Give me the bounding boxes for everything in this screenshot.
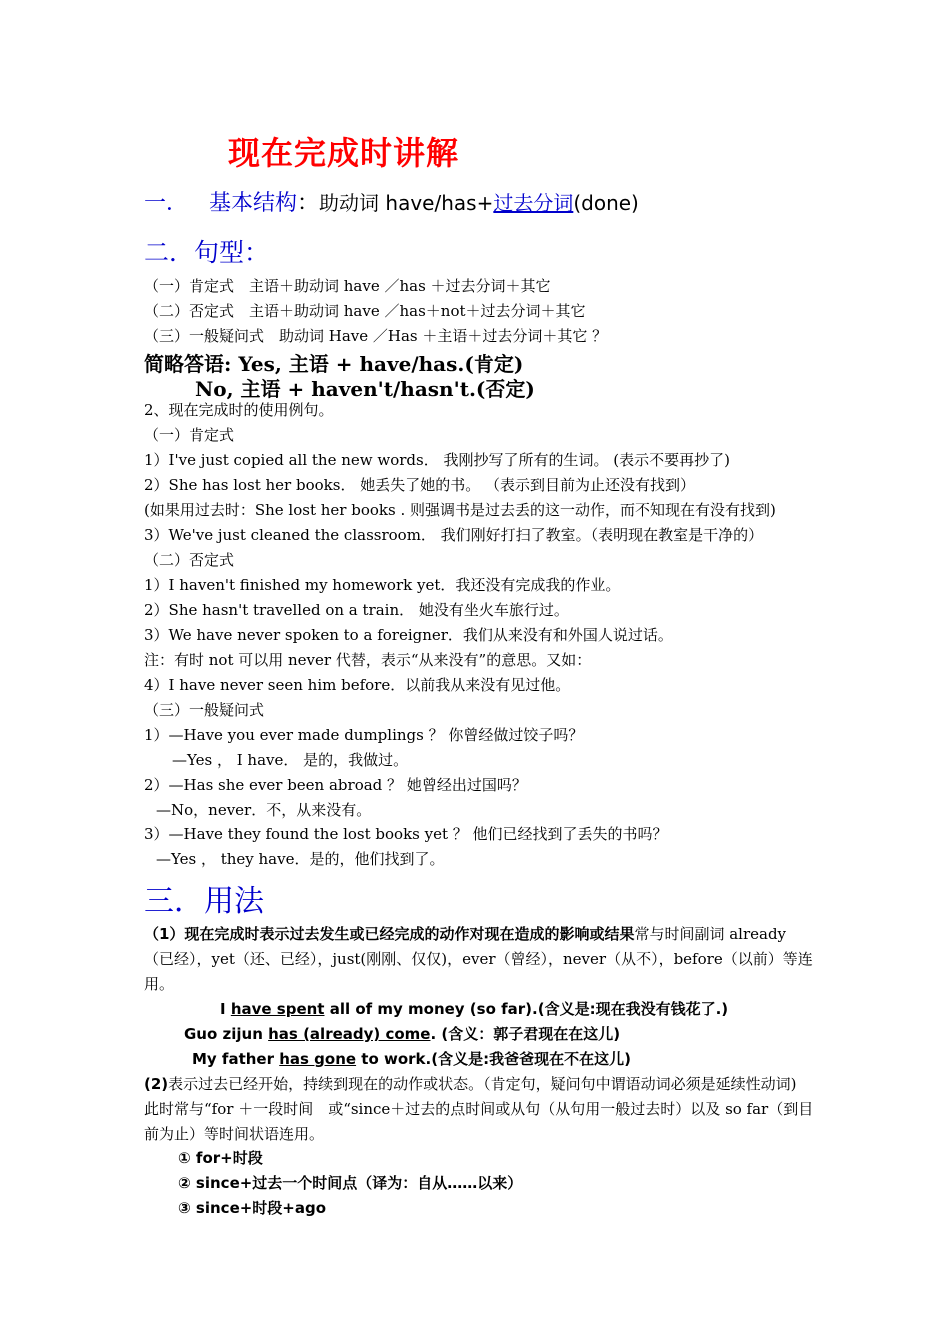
section-1-tail: (done) — [573, 191, 639, 215]
example-line: (如果用过去时：She lost her books . 则强调书是过去丢的这一动作，而不知现在有没有找到) — [144, 501, 776, 519]
usage-example-2-b: . (含义：郭子君现在在这儿) — [430, 1025, 621, 1043]
usage-1-text: 常与时间副词 already（已经），yet（还、已经），just(刚刚、仅仅)，ever（曾经），never（从不），before（以前）等连用。 — [144, 925, 813, 993]
usage-item-for: ① for+时段 — [178, 1149, 263, 1167]
example-line: 注：有时 not 可以用 never 代替，表示“从来没有”的意思。又如： — [144, 651, 592, 669]
example-line: 2）—Has she ever been abroad ？ 她曾经出过国吗？ — [144, 776, 527, 794]
usage-example-2-a: Guo zijun — [184, 1025, 269, 1043]
example-line: 1）—Have you ever made dumplings ？ 你曾经做过饺子吗？ — [144, 726, 584, 744]
usage-item-since-ago: ③ since+时段+ago — [178, 1199, 327, 1217]
short-answer-yes: 简略答语: Yes, 主语 + have/has.(肯定) — [144, 352, 524, 376]
usage-example-3-verb: has gone — [279, 1050, 357, 1068]
example-line: 2）She has lost her books． 她丢失了她的书。 （表示到目前为止还没有找到） — [144, 476, 695, 494]
example-line: （二）否定式 — [144, 551, 235, 569]
section-2-heading: 二．句型： — [144, 238, 270, 267]
example-line: （一）肯定式 — [144, 426, 235, 444]
usage-paragraph-2 — [144, 1072, 814, 1147]
example-line: 1）I've just copied all the new words． 我刚抄写了所有的生词。 (表示不要再抄了) — [144, 451, 730, 469]
section-1-text: 助动词 have/has+ — [319, 191, 494, 215]
usage-example-1-a: I — [220, 1000, 231, 1018]
section-1-heading — [144, 186, 639, 217]
past-participle-link[interactable]: 过去分词 — [493, 191, 574, 215]
form-question: （三）一般疑问式 助动词 Have ／Has ＋主语＋过去分词＋其它 ？ — [144, 327, 608, 345]
example-line: 3）We have never spoken to a foreigner．我们从来没有和外国人说过话。 — [144, 626, 673, 644]
example-line: 3）—Have they found the lost books yet ？ 他们已经找到了丢失的书吗？ — [144, 825, 668, 843]
usage-1-bold: （1）现在完成时表示过去发生或已经完成的动作对现在造成的影响或结果 — [144, 925, 635, 943]
usage-example-3 — [192, 1048, 631, 1069]
usage-example-1-verb: have spent — [230, 1000, 325, 1018]
section-1-colon: ： — [297, 191, 320, 216]
form-affirmative: （一）肯定式 主语＋助动词 have ／has ＋过去分词＋其它 — [144, 277, 551, 295]
section-3-heading: 三．用法 — [144, 884, 264, 919]
section-1-number: 一． — [144, 191, 189, 216]
usage-2-number: (2) — [144, 1075, 169, 1093]
page-title: 现在完成时讲解 — [228, 134, 460, 172]
example-line: 3）We've just cleaned the classroom． 我们刚好打扫了教室。（表明现在教室是干净的） — [144, 526, 764, 544]
examples-title: 2、现在完成时的使用例句。 — [144, 401, 334, 419]
usage-example-1-b: all of my money (so far).(含义是:现在我没有钱花了.) — [324, 1000, 729, 1018]
example-line: —Yes ， I have． 是的，我做过。 — [172, 751, 409, 769]
example-line: 2）She hasn't travelled on a train． 她没有坐火车旅行过。 — [144, 601, 569, 619]
example-line: —Yes ， they have．是的，他们找到了。 — [156, 850, 445, 868]
usage-example-2 — [184, 1023, 620, 1044]
usage-example-2-verb: has (already) come — [268, 1025, 431, 1043]
usage-item-since-point: ② since+过去一个时间点（译为：自从……以来） — [178, 1174, 523, 1192]
form-negative: （二）否定式 主语＋助动词 have ／has＋not＋过去分词＋其它 — [144, 302, 586, 320]
usage-paragraph-1 — [144, 922, 814, 997]
usage-example-3-b: to work.(含义是:我爸爸现在不在这儿) — [356, 1050, 631, 1068]
example-line: （三）一般疑问式 — [144, 701, 265, 719]
usage-2-text: 表示过去已经开始，持续到现在的动作或状态。（肯定句，疑问句中谓语动词必须是延续性动词) 此时常与“for ＋一段时间 或“since＋过去的点时间或从句（从句用一般过去时）以及 so far（到目前为止）等时间状语连用。 — [144, 1075, 814, 1143]
section-1-title: 基本结构 — [209, 191, 298, 216]
usage-example-1 — [220, 998, 728, 1019]
short-answer-no: No, 主语 + haven't/hasn't.(否定) — [195, 377, 535, 401]
example-line: 4）I have never seen him before．以前我从来没有见过他。 — [144, 676, 571, 694]
usage-example-3-a: My father — [192, 1050, 280, 1068]
example-line: 1）I haven't finished my homework yet．我还没有完成我的作业。 — [144, 576, 621, 594]
example-line: —No，never．不，从来没有。 — [156, 801, 372, 819]
